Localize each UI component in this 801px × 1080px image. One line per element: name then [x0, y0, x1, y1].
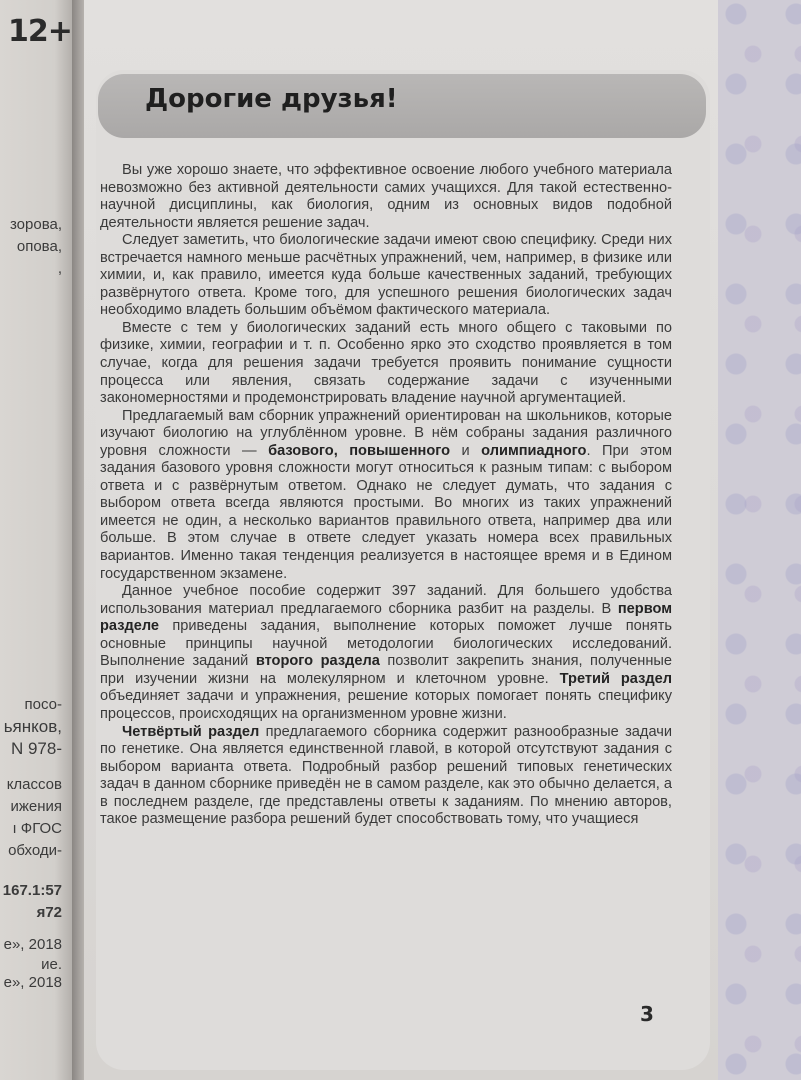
left-page-fragment: ı ФГОС: [12, 820, 62, 837]
paragraph: [100, 232, 672, 320]
bold-term: Четвёртый раздел: [122, 723, 260, 740]
text-run: Предлагаемый вам сборник упражнений ориентирован на школьников, которые изучают биологию на углублённом уровне. В нём собраны задания различного уровня сложности —: [100, 407, 672, 459]
left-page-fragment: е», 2018: [3, 974, 62, 991]
bold-term: олимпиадного: [481, 442, 587, 459]
page-title: Дорогие друзья!: [145, 84, 398, 114]
left-facing-page: [0, 0, 78, 1080]
age-rating-mark: 12+: [8, 14, 72, 49]
text-run: и: [450, 442, 482, 459]
text-run: Вместе с тем у биологических заданий есть много общего с таковыми по физике, химии, географии и т. п. Особенно ярко это сходство проявляется в том случае, когда для решения задачи требуется проявить понимание сущности процесса или явления, связать содержание задачи с изученными закономерностями и продемонстрировать владение научной аргументацией.: [100, 319, 672, 407]
text-run: . При этом задания базового уровня сложности могут относиться к разным типам: с выбором ответа и с развёрнутым ответом. Однако не следует думать, что задания с выбором ответа всегда являются простыми. Во многих из таких упражнений имеется не один, а несколько вариантов правильного ответа, например два или больше. В этом случае в ответе следует указать номера всех правильных вариантов. Именно такая тенденция реализуется в настоящее время и в Едином государственном экзамене.: [100, 442, 673, 582]
text-run: позволит закрепить знания, полученные при изучении жизни на молекулярном и клеточном уровне.: [100, 653, 673, 687]
bold-term: второго раздела: [255, 653, 380, 670]
left-page-fragment: ьянков,: [3, 717, 62, 736]
text-run: Данное учебное пособие содержит 397 заданий. Для большего удобства использования материал предлагаемого сборника разбит на разделы. В: [100, 583, 672, 617]
left-page-fragment: ижения: [10, 798, 62, 815]
left-page-fragment: ие.: [41, 956, 62, 973]
paragraph: [100, 162, 672, 232]
text-run: Вы уже хорошо знаете, что эффективное освоение любого учебного материала невозможно без активной деятельности самих учащихся. Для такой естественно-научной дисциплины, как биология, одним из основных видов подобной деятельности является решение задач.: [100, 162, 672, 231]
text-run: Следует заметить, что биологические задачи имеют свою специфику. Среди них встречается намного меньше расчётных упражнений, чем, например, в физике или химии, и, как правило, имеется куда больше качественных заданий, требующих развёрнутого ответа. Кроме того, для успешного решения биологических задач необходимо владеть большим объёмом фактического материала.: [100, 232, 672, 319]
left-page-fragment: обходи-: [8, 842, 62, 859]
bold-term: первом разделе: [100, 600, 672, 635]
text-run: приведены задания, выполнение которых поможет лучше понять основные принципы научной методологии биологических исследований. Выполнение заданий: [100, 618, 672, 670]
paragraph: [100, 408, 672, 583]
page-number: 3: [640, 1002, 654, 1026]
bold-term: базового, повышенного: [268, 442, 451, 459]
left-page-fragment: посо-: [24, 696, 62, 713]
paragraph: [100, 320, 672, 408]
left-page-fragment: N 978-: [10, 739, 62, 758]
paragraph: [100, 583, 672, 723]
body-text: [100, 162, 672, 829]
left-page-fragment: классов: [6, 776, 62, 793]
text-run: объединяет задачи и упражнения, решение которых помогает понять специфику процессов, происходящих на организменном уровне жизни.: [100, 688, 672, 722]
left-page-fragment: я72: [36, 904, 62, 921]
text-run: предлагаемого сборника содержит разнообразные задачи по генетике. Она является единственной главой, в которой отсутствуют задания с выбором варианта ответа. Подробный разбор решений типовых генетических задач в данном сборнике приведён не в самом разделе, как это обычно делается, а в последнем разделе, где представлены ответы к заданиям. По мнению авторов, такое размещение разбора решений будет способствовать тому, что учащиеся: [100, 723, 672, 828]
left-page-fragment: е», 2018: [3, 936, 62, 953]
left-page-fragment: зорова,: [9, 216, 62, 233]
paragraph: [100, 724, 672, 829]
decorative-pattern-margin: [718, 0, 801, 1080]
bold-term: Третий раздел: [559, 670, 672, 687]
left-page-fragment: 167.1:57: [2, 882, 62, 899]
left-page-fragment: опова,: [16, 238, 62, 255]
left-page-fragment: ,: [57, 260, 62, 277]
